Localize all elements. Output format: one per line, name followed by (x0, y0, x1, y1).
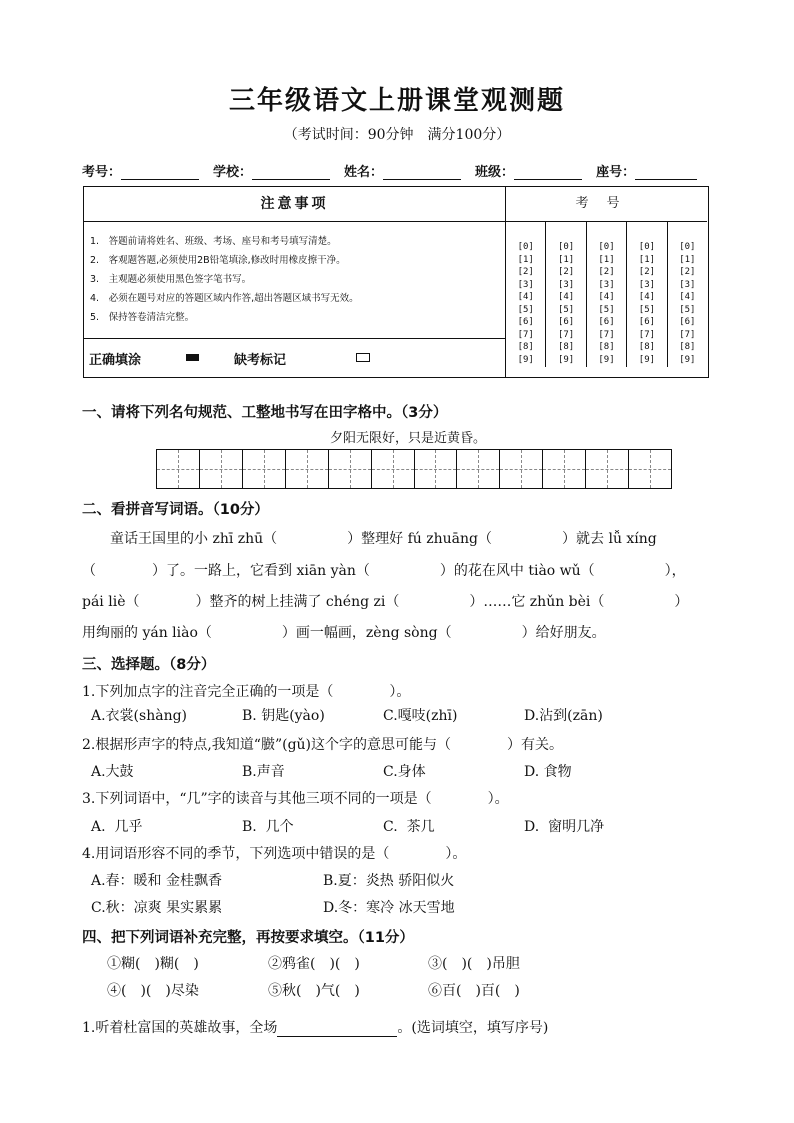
tianzige-cell[interactable] (157, 450, 200, 488)
tianzige-cell[interactable] (415, 450, 458, 488)
tianzige-grid[interactable] (156, 449, 672, 489)
digit-write-box[interactable] (668, 221, 707, 241)
student-info-line (82, 161, 712, 180)
notes-list (84, 222, 505, 327)
exam-number-heading: 考号 (506, 187, 707, 222)
digit-column[interactable]: [0] [1] [2] [3] [4] [5] [6] [7] [8] [9] (679, 242, 696, 365)
digit-column[interactable]: [0] [1] [2] [3] [4] [5] [6] [7] [8] [9] (506, 241, 546, 367)
tianzige-cell[interactable] (543, 450, 586, 488)
pinyin-line: 童话王国里的小 zhī zhū（ ）整理好 fú zhuāng（ ）就去 lǚ xíng (82, 531, 657, 547)
tianzige-cell[interactable] (372, 450, 415, 488)
pinyin-line: （ ）了。一路上，它看到 xiān yàn（ ）的花在风中 tiào wǔ（ ）， (82, 563, 686, 579)
class-blank[interactable] (514, 165, 582, 180)
name-blank[interactable] (383, 165, 461, 180)
tianzige-cell[interactable] (243, 450, 286, 488)
note-item: 2. 客观题答题,必须使用2B铅笔填涂,修改时用橡皮擦干净。 (90, 255, 346, 266)
option-a[interactable]: A.春：暖和 金桂飘香 (91, 873, 223, 889)
filled-mark-sample (186, 354, 199, 361)
digit-column[interactable]: [0] [1] [2] [3] [4] [5] [6] [7] [8] [9] (587, 241, 627, 367)
note-item: 4. 必须在题号对应的答题区域内作答,超出答题区域书写无效。 (90, 293, 359, 304)
word-blank-item[interactable]: ⑤秋( )气( ) (268, 983, 360, 999)
word-blank-item[interactable]: ③( )( )吊胆 (428, 956, 520, 972)
option-b[interactable]: B.夏：炎热 骄阳似火 (323, 873, 455, 889)
word-blank-item[interactable]: ②鸦雀( )( ) (268, 956, 360, 972)
option-a[interactable]: A. 几乎 (91, 819, 143, 835)
seat-blank[interactable] (635, 165, 697, 180)
section-2-title: 二、看拼音写词语。（10分） (82, 502, 269, 518)
tianzige-cell[interactable] (200, 450, 243, 488)
note-item: 5. 保持答卷清洁完整。 (90, 312, 195, 323)
fill-question-text: 1.听着杜富国的英雄故事，全场 (82, 1020, 278, 1036)
page-title: 三年级语文上册课堂观测题 (228, 86, 565, 116)
fill-legend (84, 338, 505, 377)
digit-write-box[interactable] (627, 221, 667, 241)
exam-number-panel (506, 187, 707, 377)
option-b[interactable]: B. 几个 (242, 819, 294, 835)
exam-number-write-row (506, 221, 707, 241)
fill-question-1 (82, 1017, 548, 1037)
note-item: 3. 主观题必须使用黑色签字笔书写。 (90, 274, 252, 285)
exam-number-bubbles (506, 241, 707, 367)
word-blank-item[interactable]: ①糊( )糊( ) (107, 956, 199, 972)
word-blank-item[interactable]: ④( )( )尽染 (107, 983, 199, 999)
page-subtitle: （考试时间：90分钟 满分100分） (283, 127, 511, 143)
pinyin-line: pái liè（ ）整齐的树上挂满了 chéng zi（ ）……它 zhǔn bèi（ ） (82, 594, 689, 610)
option-b[interactable]: B.声音 (242, 764, 285, 780)
answer-blank[interactable] (277, 1021, 397, 1037)
question-text: 4.用词语形容不同的季节，下列选项中错误的是（ ）。 (82, 846, 467, 862)
field-label-school: 学校： (213, 165, 253, 180)
section-4-title: 四、把下列词语补充完整，再按要求填空。（11分） (82, 930, 414, 946)
word-blank-item[interactable]: ⑥百( )百( ) (428, 983, 520, 999)
answer-sheet-header-box (83, 186, 709, 378)
option-d[interactable]: D.冬：寒冷 冰天雪地 (323, 900, 455, 916)
option-b[interactable]: B. 钥匙(yào) (242, 708, 325, 724)
note-item: 1. 答题前请将姓名、班级、考场、座号和考号填写清楚。 (90, 236, 337, 247)
digit-column[interactable]: [0] [1] [2] [3] [4] [5] [6] [7] [8] [9] (546, 241, 586, 367)
notes-panel (84, 187, 506, 377)
question-text: 1.下列加点字的注音完全正确的一项是（ ）。 (82, 684, 411, 700)
tianzige-cell[interactable] (500, 450, 543, 488)
tianzige-cell[interactable] (629, 450, 671, 488)
tianzige-cell[interactable] (586, 450, 629, 488)
section-1-sentence: 夕阳无限好，只是近黄昏。 (330, 431, 487, 446)
fill-question-tail: 。(选词填空，填写序号) (397, 1020, 549, 1036)
option-c[interactable]: C.秋：凉爽 果实累累 (91, 900, 223, 916)
question-text: 3.下列词语中，“几”字的读音与其他三项不同的一项是（ ）。 (82, 791, 509, 807)
pinyin-line: 用绚丽的 yán liào（ ）画一幅画，zèng sòng（ ）给好朋友。 (82, 625, 606, 641)
option-d[interactable]: D.沾到(zān) (524, 708, 603, 724)
option-c[interactable]: C. 茶几 (383, 819, 435, 835)
absent-mark-label: 缺考标记 (234, 353, 287, 368)
option-a[interactable]: A.大鼓 (91, 764, 134, 780)
option-c[interactable]: C.嘎吱(zhī) (383, 708, 458, 724)
tianzige-cell[interactable] (286, 450, 329, 488)
option-d[interactable]: D. 食物 (524, 764, 572, 780)
option-c[interactable]: C.身体 (383, 764, 426, 780)
digit-column[interactable]: [0] [1] [2] [3] [4] [5] [6] [7] [8] [9] (627, 241, 667, 367)
digit-write-box[interactable] (506, 221, 546, 241)
notes-heading: 注意事项 (84, 187, 505, 222)
field-label-seat: 座号： (596, 165, 636, 180)
option-a[interactable]: A.衣裳(shàng) (91, 708, 188, 724)
section-3-title: 三、选择题。（8分） (82, 657, 216, 673)
correct-fill-label: 正确填涂 (89, 353, 142, 368)
school-blank[interactable] (252, 165, 330, 180)
tianzige-cell[interactable] (457, 450, 500, 488)
exam-no-blank[interactable] (121, 165, 199, 180)
digit-write-box[interactable] (587, 221, 627, 241)
tianzige-cell[interactable] (329, 450, 372, 488)
absent-mark-box[interactable] (356, 353, 370, 362)
field-label-name: 姓名： (344, 165, 384, 180)
section-1-title: 一、请将下列名句规范、工整地书写在田字格中。（3分） (82, 405, 448, 421)
field-label-exam-no: 考号： (82, 165, 122, 180)
digit-write-box[interactable] (546, 221, 586, 241)
option-d[interactable]: D. 窗明几净 (524, 819, 605, 835)
field-label-class: 班级： (475, 165, 515, 180)
question-text: 2.根据形声字的特点,我知道“臌”(gǔ)这个字的意思可能与（ ）有关。 (82, 737, 564, 753)
